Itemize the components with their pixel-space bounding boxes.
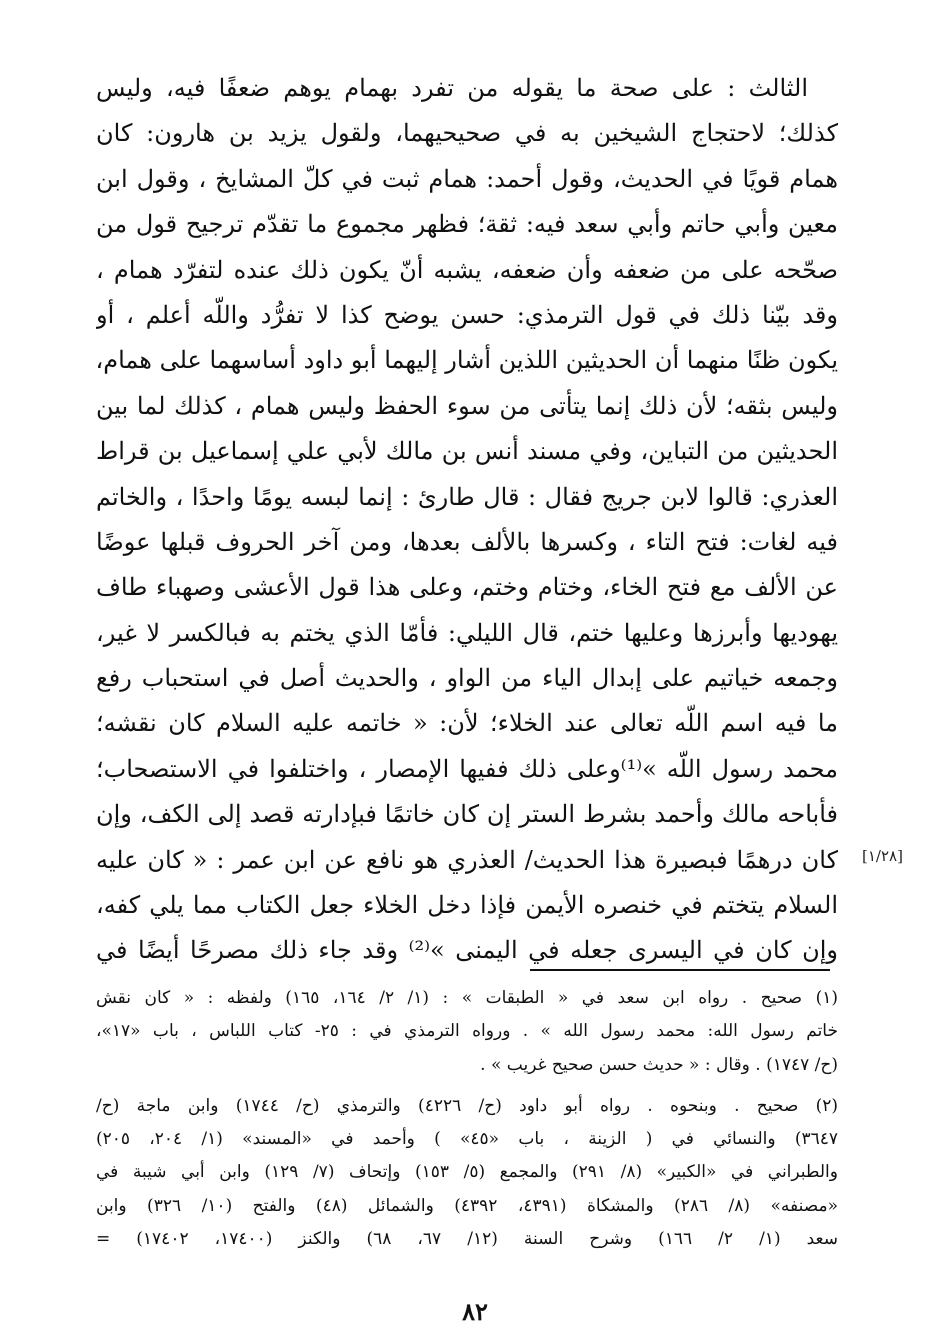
text-line-11: فيه لغات: فتح التاء ، وكسرها بالألف بعدها، ومن آخر الحروف قبلها عوضًا xyxy=(96,527,838,556)
text-line-17: فأباحه مالك وأحمد بشرط الستر إن كان خاتمًا فبإدارته قصد إلى الكف، وإن xyxy=(96,800,838,829)
text-line-6: وقد بيّنا ذلك في قول الترمذي: حسن يوضح كذا لا تفرُّد واللّه أعلم ، أو xyxy=(96,300,838,329)
text-line-4: معين وأبي حاتم وأبي سعد فيه: ثقة؛ فظهر مجموع ما تقدّم ترجيح قول من xyxy=(96,210,838,239)
footnote-2-line-1: (٢) صحيح . وبنحوه . رواه أبو داود (ح/ ٤٢٢٦) والترمذي (ح/ ١٧٤٤) وابن ماجة (ح/ xyxy=(96,1095,838,1116)
text-line-20: وإن كان في اليسرى جعله في اليمنى »⁽²⁾ وقد جاء ذلك مصرحًا أيضًا في xyxy=(96,936,838,965)
footnote-gap xyxy=(96,1082,838,1090)
margin-page-reference: [١/٢٨] xyxy=(862,847,903,865)
text-line-19: السلام يتختم في خنصره الأيمن فإذا دخل الخلاء جعل الكتاب مما يلي كفه، xyxy=(96,891,838,920)
footnotes xyxy=(96,982,838,1256)
footnote-1-line-3: (ح/ ١٧٤٧) . وقال : « حديث حسن صحيح غريب » . xyxy=(480,1054,838,1075)
text-line-13: يهوديها وأبرزها وعليها ختم، قال الليلي: فأمّا الذي يختم به فبالكسر لا غير، xyxy=(96,618,838,647)
text-line-14: وجمعه خياتيم على إبدال الياء من الواو ، والحديث أصل في استحباب رفع xyxy=(96,664,838,693)
footnote-2-line-3: والطبراني في «الكبير» (٨/ ٢٩١) والمجمع (٥/ ١٥٣) وإتحاف (٧/ ١٢٩) وابن أبي شيبة في xyxy=(96,1162,838,1183)
footnote-separator-rule xyxy=(530,969,830,971)
text-line-1: الثالث : على صحة ما يقوله من تفرد بهمام يوهم ضعفًا فيه، وليس xyxy=(96,74,808,102)
text-line-3: همام قويًا في الحديث، وقول أحمد: همام ثبت في كلّ المشايخ ، وقول ابن xyxy=(96,164,838,193)
text-line-18: كان درهمًا فبصيرة هذا الحديث/ العذري هو نافع عن ابن عمر : « كان عليه xyxy=(96,845,838,874)
text-line-9: الحديثين من التباين، وفي مسند أنس بن مالك لأبي علي إسماعيل بن قراط xyxy=(96,437,838,466)
text-line-16: محمد رسول اللّه »⁽¹⁾وعلى ذلك ففيها الإمصار ، واختلفوا في الاستصحاب؛ xyxy=(96,754,838,783)
footnote-2-line-2: ٣٦٤٧) والنسائي في ( الزينة ، باب «٤٥» ) وأحمد في «المسند» (١/ ٢٠٤، ٢٠٥) xyxy=(96,1129,838,1150)
page-number: ٨٢ xyxy=(462,1297,488,1326)
text-line-15: ما فيه اسم اللّه تعالى عند الخلاء؛ لأن: « خاتمه عليه السلام كان نقشه؛ xyxy=(96,709,838,738)
main-text-body xyxy=(96,66,838,974)
text-line-8: وليس بثقه؛ لأن ذلك إنما يتأتى من سوء الحفظ وليس همام ، كذلك لما بين xyxy=(96,391,838,420)
footnote-1-line-1: (١) صحيح . رواه ابن سعد في « الطبقات » : (١/ ٢/ ١٦٤، ١٦٥) ولفظه : « كان نقش xyxy=(96,988,838,1008)
footnote-1-line-2: خاتم رسول الله: محمد رسول الله » . ورواه الترمذي في : ٢٥- كتاب اللباس ، باب «١٧»، xyxy=(96,1021,838,1042)
text-line-12: عن الألف مع فتح الخاء، وختام وختم، وعلى هذا قول الأعشى وصهباء طاف xyxy=(96,573,838,602)
footnote-2-line-4: «مصنفه» (٨/ ٢٨٦) والمشكاة (٤٣٩١، ٤٣٩٢) والشمائل (٤٨) والفتح (١٠/ ٣٢٦) وابن xyxy=(96,1195,838,1216)
text-line-2: كذلك؛ لاحتجاج الشيخين به في صحيحيهما، ولقول يزيد بن هارون: كان xyxy=(96,119,838,148)
footnote-2-line-5: سعد (١/ ٢/ ١٦٦) وشرح السنة (١٢/ ٦٧، ٦٨) والكنز (١٧٤٠٠، ١٧٤٠٢) = xyxy=(96,1229,838,1250)
text-line-10: العذري: قالوا لابن جريج فقال : قال طارئ : إنما لبسه يومًا واحدًا ، والخاتم xyxy=(96,482,838,511)
text-line-7: يكون ظنًا منهما أن الحديثين اللذين أشار إليهما أبو داود أساسهما على همام، xyxy=(96,346,838,375)
text-line-5: صحّحه على من ضعفه وأن ضعفه، يشبه أنّ يكون ذلك عنده لتفرّد همام ، xyxy=(96,255,838,284)
